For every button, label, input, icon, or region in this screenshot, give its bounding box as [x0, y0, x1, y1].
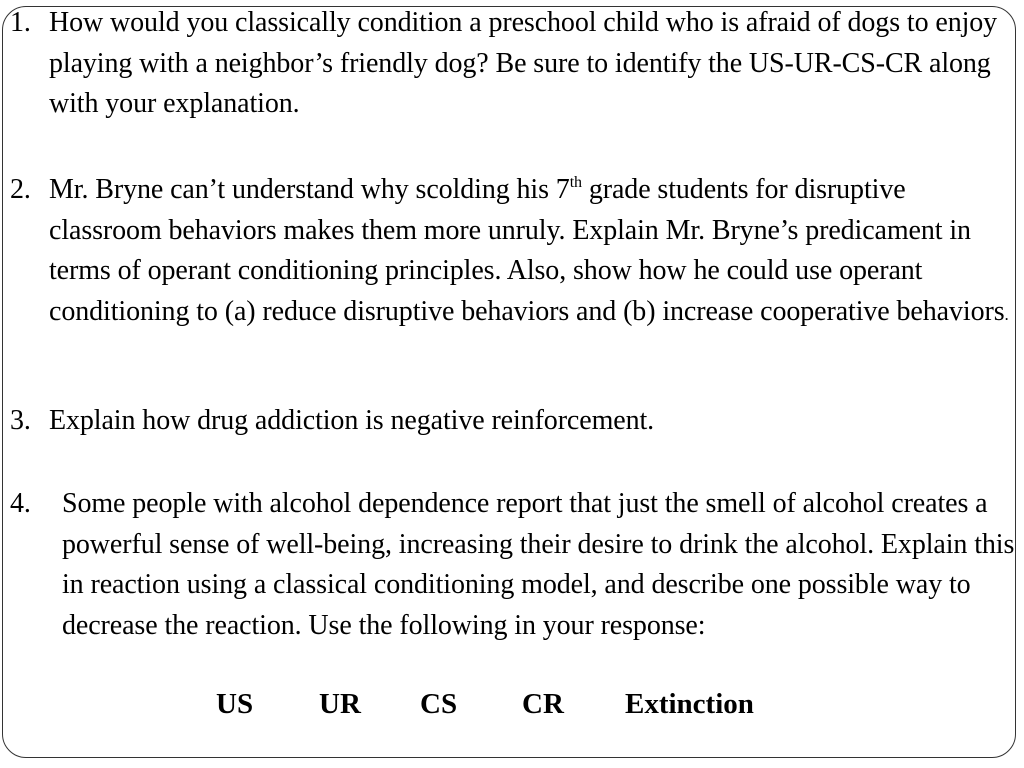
term-us: US: [216, 688, 254, 720]
question-1-text: How would you classically condition a preschool child who is afraid of dogs to enjoy playing with a neighbor’s friendly dog? Be sure to identify the US-UR-CS-CR along with your explanation.: [49, 7, 998, 119]
question-3: [10, 401, 1019, 442]
question-3-number: 3.: [10, 405, 31, 436]
question-2-number: 2.: [10, 174, 31, 205]
question-4: [10, 484, 1022, 646]
question-4-number: 4.: [10, 488, 31, 519]
term-extinction: Extinction: [625, 688, 754, 720]
term-cr: CR: [522, 688, 564, 720]
question-2-period: .: [1004, 304, 1009, 324]
terms-row: [0, 688, 1024, 730]
question-3-text: Explain how drug addiction is negative reinforcement.: [49, 405, 655, 436]
question-2-text-start: Mr. Bryne can’t understand why scolding his 7: [49, 174, 570, 205]
term-cs: CS: [420, 688, 458, 720]
question-2-text-end: grade students for disruptive classroom behaviors makes them more unruly. Explain Mr. Bryne’s predicament in terms of operant conditioning principles. Also, show how he could use operant conditioning to (a) reduce disruptive behaviors and (b) increase cooperative behaviors: [49, 174, 1005, 327]
question-1-number: 1.: [10, 7, 31, 38]
term-ur: UR: [319, 688, 361, 720]
question-1: [10, 3, 1019, 125]
question-2: [10, 170, 1019, 335]
question-2-superscript: th: [569, 174, 582, 191]
question-4-text: Some people with alcohol dependence report that just the smell of alcohol creates a powerful sense of well-being, increasing their desire to drink the alcohol. Explain this in reaction using a classical conditioning model, and describe one possible way to decrease the reaction. Use the following in your response:: [62, 488, 1015, 641]
